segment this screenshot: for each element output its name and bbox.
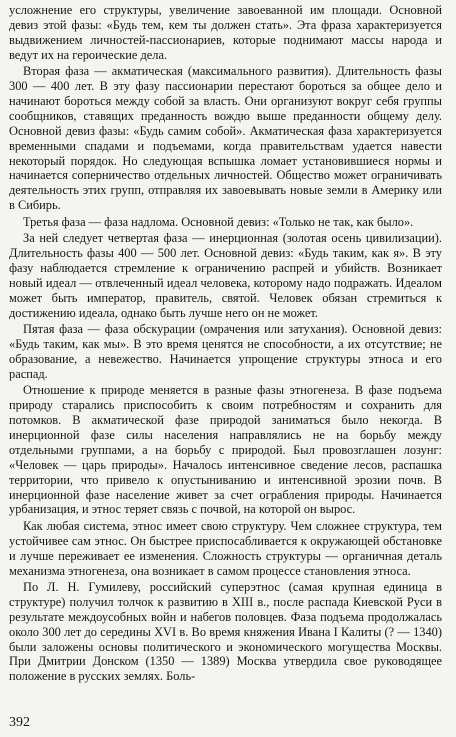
page-number: 392 [9,715,30,730]
paragraph-acmatic-phase: Вторая фаза — акматическая (максимального развития). Длительность фазы 300 — 400 лет. В эту фазу пассионарии перестают бороться за общее дело и начинают бороться между собой за власть. Они организуют вокруг себя группы сообщников, ставящих преданность вождю выше преданности общему делу. Основной девиз фазы: «Будь самим собой». Акматическая фаза характеризуется временными спадами и подъемами, когда правительствам удается навести некоторый порядок. Но следующая вспышка ломает установившиеся нормы и начинается соперничество отдельных личностей. Общество может ограничивать деятельность этих групп, отправляя их завоевывать новые земли в Америку или в Сибирь. [9,64,442,213]
paragraph-phase-one-continued: усложнение его структуры, увеличение завоеванной им площади. Основной девиз этой фазы: «Будь тем, кем ты должен стать». Эта фраза характеризуется выдвижением личностей-пассионариев, которые поднимают массы народа и ведут их на героические дела. [9,3,442,62]
paragraph-attitude-to-nature: Отношение к природе меняется в разные фазы этногенеза. В фазе подъема природу старались приспособить к своим потребностям и сохранить для потомков. В акматической фазе природой заниматься было некогда. В инерционной фазе силы населения направлялись не на борьбу между отдельными группами, а на борьбу с природой. Был провозглашен лозунг: «Человек — царь природы». Началось интенсивное сведение лесов, распашка территории, что привело к опустыниванию и интенсивной эрозии почв. В инерционной фазе население живет за счет ограбления природы. Начинается урбанизация, и этнос теряет связь с почвой, на которой он вырос. [9,383,442,517]
paragraph-obscuration-phase: Пятая фаза — фаза обскурации (омрачения или затухания). Основной девиз: «Будь таким, как мы». В это время ценятся не способности, а их отсутствие; не образование, а невежество. Начинается упрощение структуры этноса и его распад. [9,322,442,381]
paragraph-breakdown-phase: Третья фаза — фаза надлома. Основной девиз: «Только не так, как было». [23,214,414,229]
paragraph-inertial-phase: За ней следует четвертая фаза — инерционная (золотая осень цивилизации). Длительность фазы 400 — 500 лет. Основной девиз: «Будь таким, как я». В эту фазу наблюдается стремление к ограничению распрей и убийств. Возникает новый идеал — отвлеченный идеал человека, которому надо подражать. Идеалом может быть император, правитель, святой. Человек обязан стремиться к достижению идеала, однако быть лучше него он не может. [9,231,442,320]
paragraph-gumilev-superethnos: По Л. Н. Гумилеву, российский суперэтнос (самая крупная единица в структуре) получил толчок к развитию в XIII в., после распада Киевской Руси в результате междоусобных войн и набегов половцев. Фаза подъема продолжалась около 300 лет до середины XVI в. Во время княжения Ивана I Калиты (? — 1340) были заложены основы политического и экономического могущества Москвы. При Дмитрии Донском (1350 — 1389) Москва утвердила свое руководящее положение в русских землях. Боль- [9,579,442,684]
paragraph-ethnos-structure: Как любая система, этнос имеет свою структуру. Чем сложнее структура, тем устойчивее сам этнос. Он быстрее приспосабливается к окружающей обстановке и лучше переживает ее изменения. Сложность структуры — органичная деталь механизма этногенеза, она возникает в самом процессе становления этноса. [9,518,442,578]
